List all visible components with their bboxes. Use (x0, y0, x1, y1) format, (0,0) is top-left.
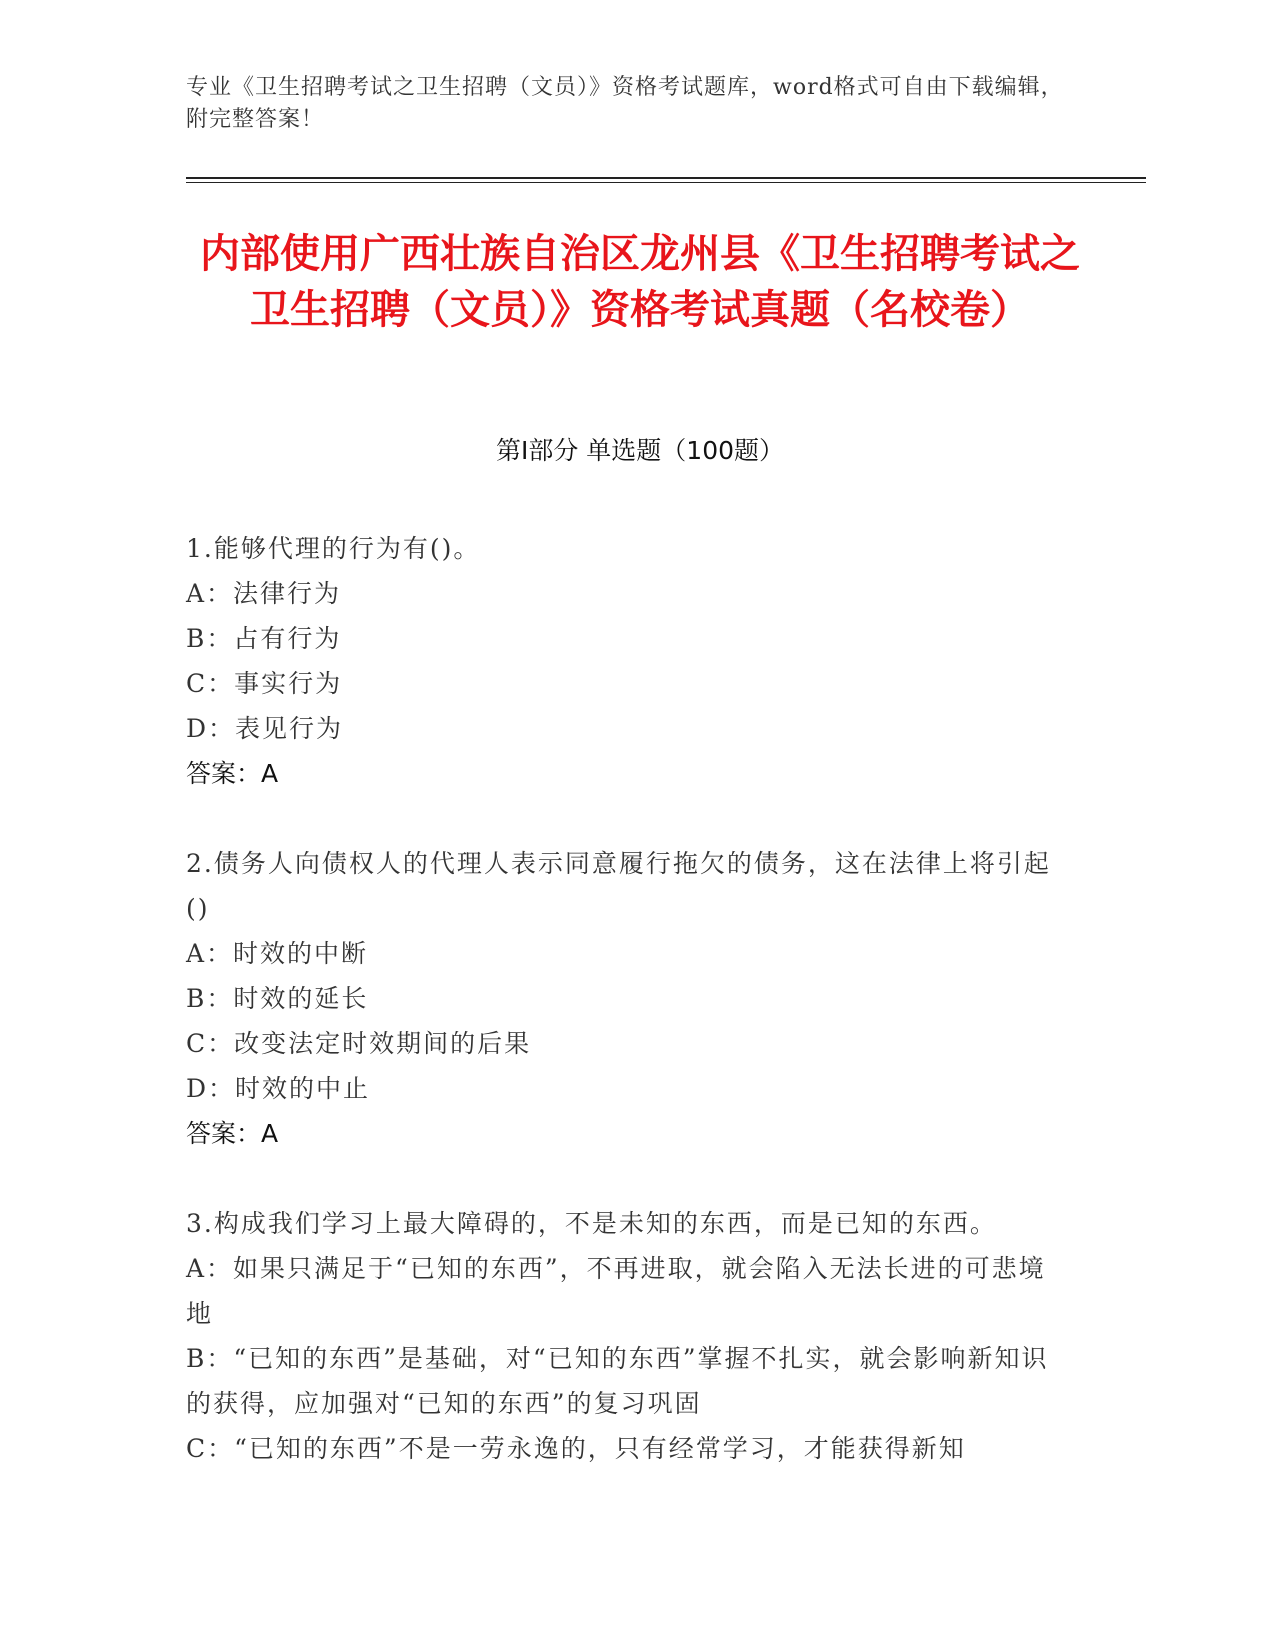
option-b: B：“已知的东西”是基础，对“已知的东西”掌握不扎实，就会影响新知识的获得，应加强对“已知的东西”的复习巩固 (186, 1344, 1049, 1418)
option-c: C：事实行为 (186, 669, 343, 698)
header-divider-thick (186, 177, 1146, 179)
question-list (186, 526, 1066, 1516)
option-c: C：改变法定时效期间的后果 (186, 1029, 532, 1058)
question-3 (186, 1201, 1066, 1471)
option-d: D：时效的中止 (186, 1074, 371, 1103)
option-c: C：“已知的东西”不是一劳永逸的，只有经常学习，才能获得新知 (186, 1434, 966, 1463)
question-stem: 3.构成我们学习上最大障碍的，不是未知的东西，而是已知的东西。 (186, 1209, 997, 1238)
document-title: 内部使用广西壮族自治区龙州县《卫生招聘考试之卫生招聘（文员）》资格考试真题（名校卷） (200, 231, 1080, 333)
header-note: 专业《卫生招聘考试之卫生招聘（文员）》资格考试题库，word格式可自由下载编辑，附完整答案！ (186, 75, 1064, 132)
option-a: A：法律行为 (186, 579, 342, 608)
option-a: A：时效的中断 (186, 939, 369, 968)
question-stem: 1.能够代理的行为有()。 (186, 534, 481, 563)
question-2 (186, 841, 1066, 1156)
option-a: A：如果只满足于“已知的东西”，不再进取，就会陷入无法长进的可悲境地 (186, 1254, 1046, 1328)
option-d: D：表见行为 (186, 714, 344, 743)
option-b: B：时效的延长 (186, 984, 369, 1013)
answer-line: 答案：A (186, 759, 279, 788)
answer-line: 答案：A (186, 1119, 279, 1148)
question-stem: 2.债务人向债权人的代理人表示同意履行拖欠的债务，这在法律上将引起() (186, 849, 1051, 923)
option-b: B：占有行为 (186, 624, 342, 653)
header-divider-thin (186, 182, 1146, 183)
section-heading: 第Ⅰ部分 单选题（100题） (495, 436, 785, 465)
question-1 (186, 526, 1066, 796)
